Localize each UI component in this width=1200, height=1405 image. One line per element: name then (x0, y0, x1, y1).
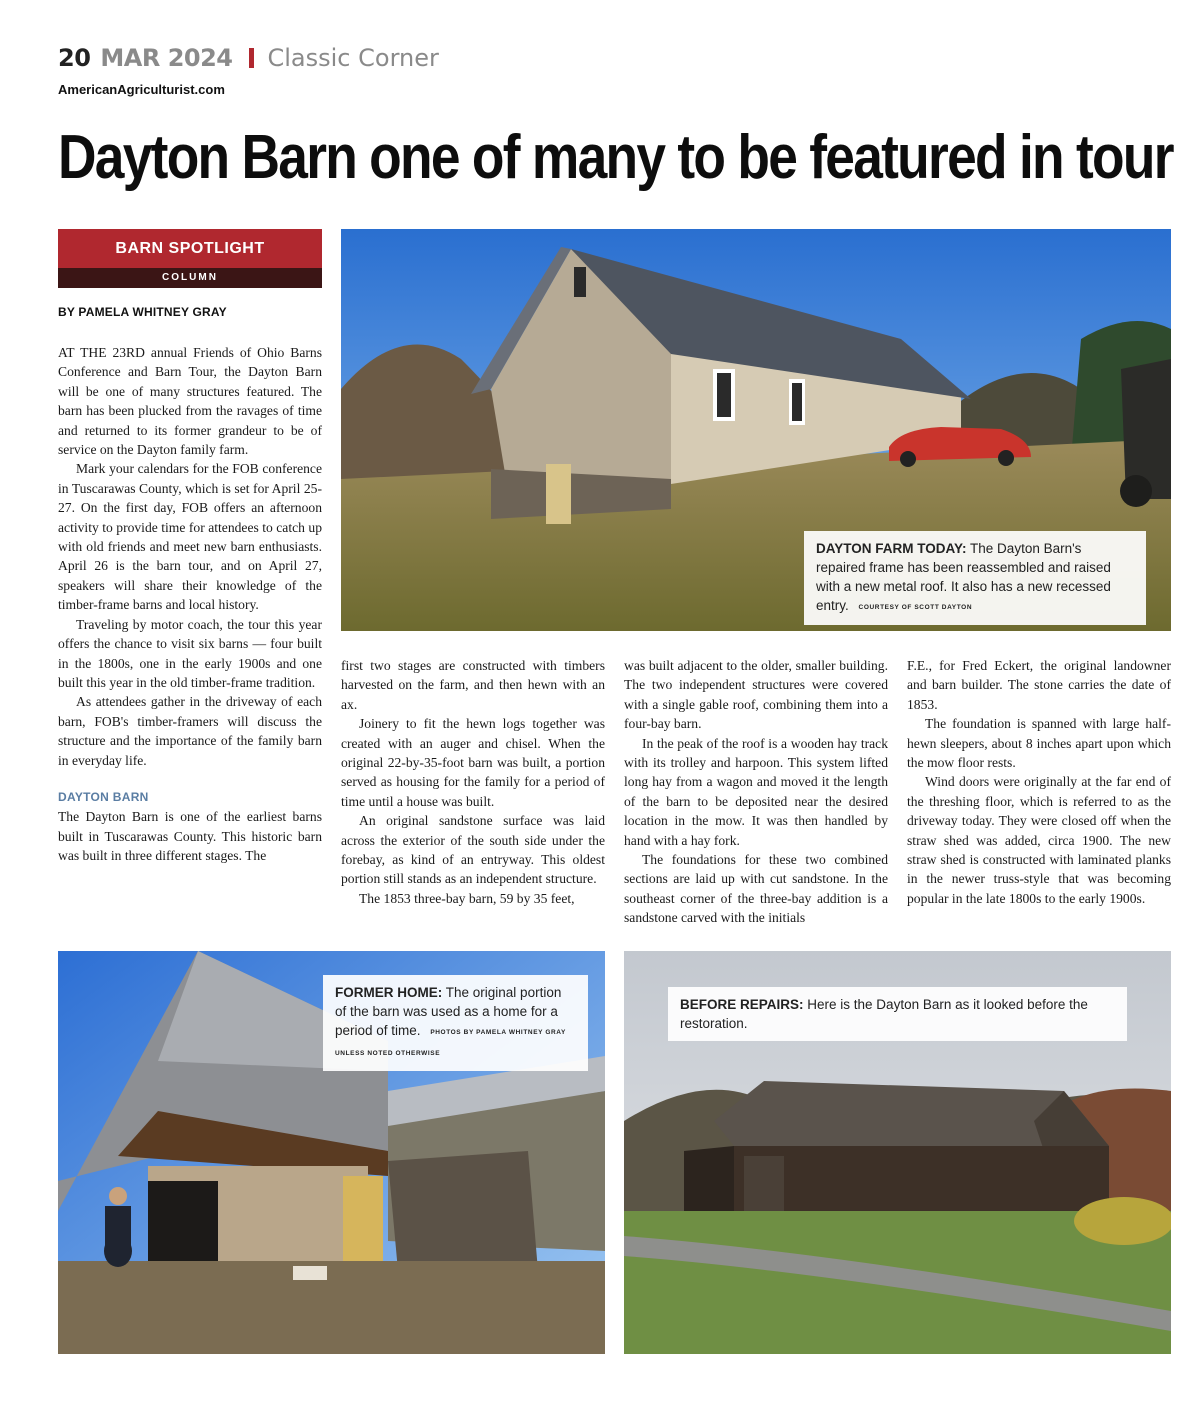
page-number: 20 (58, 44, 91, 72)
caption-former-home (323, 975, 588, 1071)
byline: BY PAMELA WHITNEY GRAY (58, 305, 227, 319)
subhead: DAYTON BARN (58, 789, 149, 804)
column-tag-title: BARN SPOTLIGHT (58, 229, 322, 268)
photo-credit: PHOTOS BY PAMELA WHITNEY GRAY UNLESS NOTED OTHERWISE (335, 1029, 566, 1057)
article-headline: Dayton Barn one of many to be featured in tour (58, 123, 1173, 192)
issue-date: MAR 2024 (100, 44, 233, 72)
photo-credit: COURTESY OF SCOTT DAYTON (858, 604, 973, 611)
article-column-3 (624, 656, 888, 928)
paragraph: Traveling by motor coach, the tour this year offers the chance to visit six barns — four built in the 1800s, one in the early 1900s and one built this year in the old timber-frame tradition. (58, 616, 322, 690)
paragraph: The foundations for these two combined sections are laid up with cut sandstone. In the southeast corner of the three-bay addition is a sandstone carved with the initials (624, 852, 888, 926)
paragraph: The foundation is spanned with large half-hewn sleepers, about 8 inches apart upon which the mow floor rests. (907, 716, 1171, 771)
page-folio (58, 44, 439, 72)
paragraph: The Dayton Barn is one of the earliest barns built in Tuscarawas County. This historic barn was built in three different stages. The (58, 809, 322, 864)
caption-text: Here is the Dayton Barn as it looked before the restoration. (680, 997, 1088, 1031)
caption-text: The original portion of the barn was used as a home for a period of time. (335, 985, 562, 1038)
column-tag-kind: COLUMN (58, 268, 322, 288)
caption-label: DAYTON FARM TODAY: (816, 541, 967, 556)
folio-divider (249, 48, 254, 68)
caption-before-repairs (668, 987, 1127, 1041)
article-column-1 (58, 343, 322, 866)
caption-dayton-farm-today (804, 531, 1146, 625)
paragraph: In the peak of the roof is a wooden hay track with its trolley and harpoon. This system lifted long hay from a wagon and moved it the length of the barn to be deposited near the desired location in the mow. It was then handled by hand with a hay fork. (624, 735, 888, 848)
paragraph: Joinery to fit the hewn logs together was created with an auger and chisel. When the original 22-by-35-foot barn was built, a portion served as housing for the family for a period of time until a house was built. (341, 716, 605, 809)
article-column-4 (907, 656, 1171, 908)
paragraph: AT THE 23RD annual Friends of Ohio Barns Conference and Barn Tour, the Dayton Barn will be one of many structures featured. The barn has been plucked from the ravages of time and returned to its former grandeur to be of service on the Dayton family farm. (58, 345, 322, 458)
section-name: Classic Corner (267, 44, 439, 72)
paragraph: As attendees gather in the driveway of each barn, FOB's timber-framers will discuss the structure and the importance of the family barn in everyday life. (58, 694, 322, 768)
paragraph: F.E., for Fred Eckert, the original landowner and barn builder. The stone carries the date of 1853. (907, 658, 1171, 712)
article-column-2 (341, 656, 605, 908)
caption-text: The Dayton Barn's repaired frame has been reassembled and raised with a new metal roof. It also has a new recessed entry. (816, 541, 1111, 613)
caption-label: FORMER HOME: (335, 985, 443, 1000)
paragraph: Wind doors were originally at the far end of the threshing floor, which is referred to as the driveway today. They were closed off when the straw shed was added, circa 1900. The new straw shed is constructed with laminated planks in the newer truss-style that was becoming popular in the late 1800s to the early 1900s. (907, 774, 1171, 906)
column-tag (58, 229, 322, 288)
paragraph: first two stages are constructed with timbers harvested on the farm, and then hewn with an ax. (341, 658, 605, 712)
caption-label: BEFORE REPAIRS: (680, 997, 804, 1012)
paragraph: Mark your calendars for the FOB conference in Tuscarawas County, which is set for April 25-27. On the first day, FOB offers an afternoon activity to provide time for attendees to catch up with old friends and meet new barn enthusiasts. April 26 is the barn tour, and on April 27, speakers will share their knowledge of the timber-frame barns and local history. (58, 461, 322, 613)
paragraph: An original sandstone surface was laid across the exterior of the south side under the forebay, as kind of an entryway. This oldest portion still stands as an independent structure. (341, 813, 605, 887)
paragraph: was built adjacent to the older, smaller building. The two independent structures were covered with a single gable roof, combining them into a four-bay barn. (624, 658, 888, 732)
website-link[interactable]: AmericanAgriculturist.com (58, 82, 225, 97)
paragraph: The 1853 three-bay barn, 59 by 35 feet, (359, 890, 575, 906)
